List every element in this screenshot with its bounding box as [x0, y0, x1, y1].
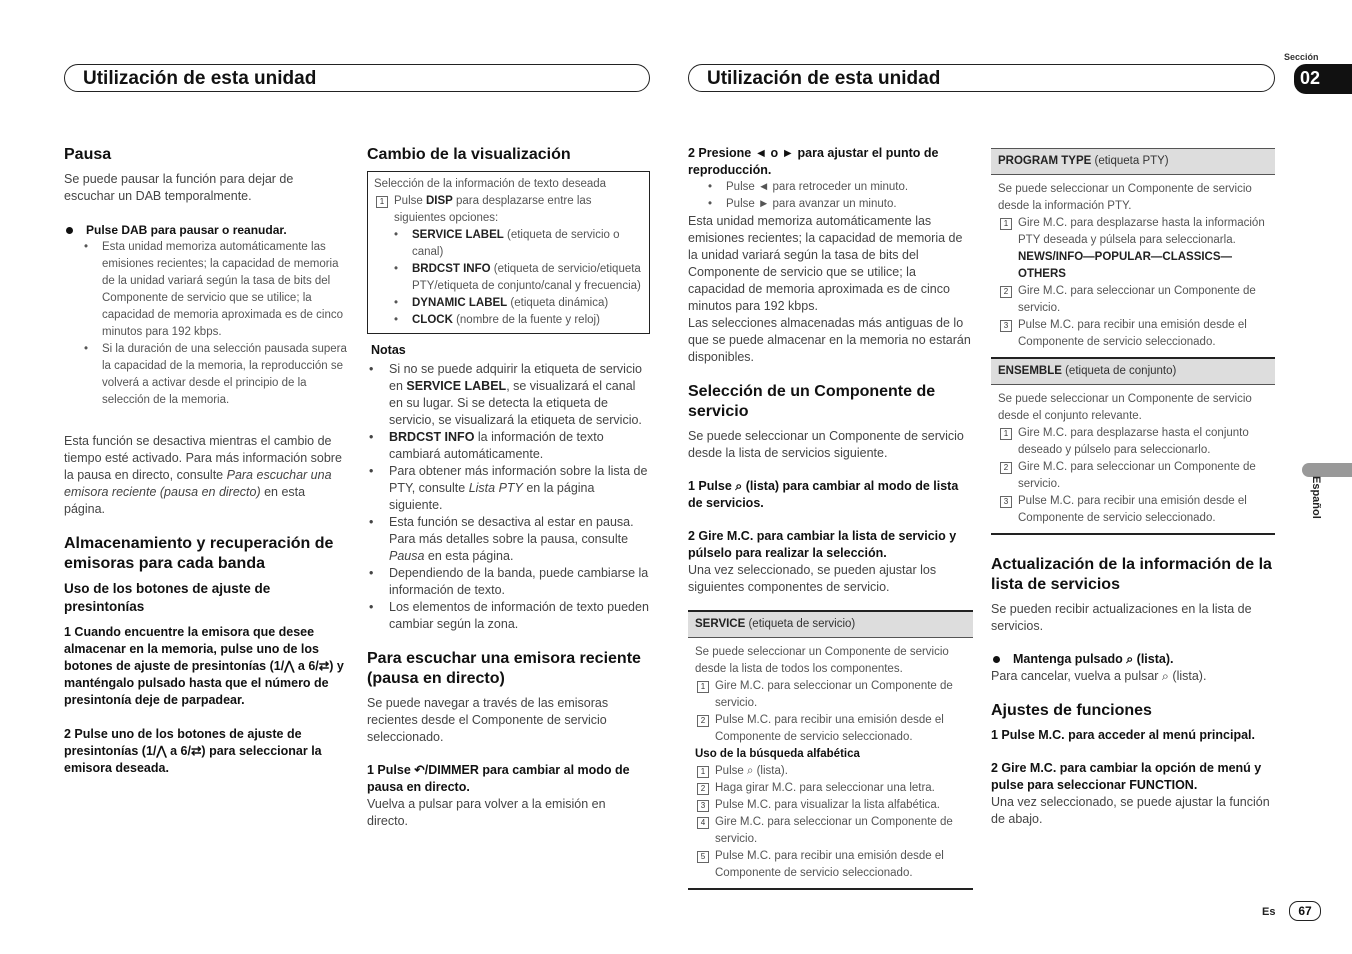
ensemble-row-3-text: Pulse M.C. para recibir una emisión desde el Componente de servicio seleccionado. [1018, 495, 1247, 524]
reproduccion-step-2: 2 Presione ◄ o ► para ajustar el punto de reproducción. [688, 146, 939, 177]
pausa-note [64, 433, 347, 518]
nota-1-b: SERVICE LABEL [406, 379, 507, 393]
escuchar-step: 1 Pulse ↶/DIMMER para cambiar al modo de pausa en directo. [367, 763, 630, 794]
pty-header-label: PROGRAM TYPE [998, 155, 1092, 167]
nota-3-link[interactable]: Lista PTY [468, 481, 523, 495]
ensemble-header-label: ENSEMBLE [998, 365, 1062, 377]
ajustes-step-1: 1 Pulse M.C. para acceder al menú principal. [991, 728, 1255, 742]
nota-2-a: BRDCST INFO [389, 430, 475, 444]
nota-1-a: Si no se puede adquirir la etiqueta de servicio en [389, 362, 642, 393]
step-number-icon: 4 [697, 817, 709, 829]
nota-2-b: la información de texto cambiará automáticamente. [389, 430, 604, 461]
pty-table-body [991, 175, 1275, 357]
nota-3 [367, 463, 650, 514]
step-number-icon: 2 [1000, 286, 1012, 298]
seleccion-step-1: 1 Pulse ⌕ (lista) para cambiar al modo de lista de servicios. [688, 479, 959, 510]
alpha-row-2 [695, 780, 966, 797]
pausa-sub-2: • Si la duración de una selección pausada supera la capacidad de la memoria, la reproducción se volverá a activar desde el principio de la selección de la memoria. [64, 341, 347, 409]
escuchar-after: Vuelva a pulsar para volver a la emisión en directo. [367, 797, 606, 828]
footer-lang: Es [1262, 906, 1276, 918]
service-table [688, 610, 973, 890]
box-intro: Selección de la información de texto deseada [374, 178, 607, 190]
alpha-row-4 [695, 814, 966, 848]
column-2 [367, 145, 650, 830]
step-number-icon: 2 [697, 783, 709, 795]
preset-step-1: 1 Cuando encuentre la emisora que desee almacenar en la memoria, pulse uno de los botones de ajuste de presintonías (1/⋀ a 6/⇄) y manténgalo pulsado hasta que el número de presintonía deje de parpadear. [64, 625, 344, 707]
ensemble-row-2-text: Gire M.C. para seleccionar un Componente de servicio. [1018, 461, 1256, 490]
alpha-row-5 [695, 848, 966, 882]
language-side-label: Español [1310, 476, 1322, 519]
notas-heading: Notas [371, 343, 406, 357]
pty-row-2-text: Gire M.C. para seleccionar un Componente de servicio. [1018, 285, 1256, 314]
step-number-icon: 1 [376, 196, 388, 208]
pausa-intro: Se puede pausar la función para dejar de escuchar un DAB temporalmente. [64, 172, 294, 203]
ensemble-header-text: (etiqueta de conjunto) [1061, 365, 1177, 377]
pty-row-3 [998, 317, 1268, 351]
seleccion-after: Una vez seleccionado, se pueden ajustar los siguientes componentes de servicio. [688, 563, 937, 594]
ensemble-row-1-text: Gire M.C. para desplazarse hasta el conjunto deseado y púlselo para seleccionarlo. [1018, 427, 1249, 456]
service-header-label: SERVICE [695, 618, 746, 630]
service-table-body [688, 638, 973, 888]
right-header-title: Utilización de esta unidad [707, 68, 941, 89]
actualizacion-after: Para cancelar, vuelva a pulsar ⌕ (lista). [991, 669, 1207, 683]
ajustes-after: Una vez seleccionado, se puede ajustar la función de abajo. [991, 795, 1270, 826]
box-step [374, 193, 643, 227]
service-row-1 [695, 678, 966, 712]
alpha-row-1-text: Pulse ⌕ (lista). [715, 765, 788, 777]
pausa-bullet [64, 222, 347, 239]
right-header-bar [688, 64, 1275, 92]
pty-row-1-text: Gire M.C. para desplazarse hasta la información PTY deseada y púlsela para seleccionarla. [1018, 217, 1265, 246]
box-item-4-text: (nombre de la fuente y reloj) [452, 314, 600, 326]
actualizacion-bullet [991, 651, 1275, 668]
box-item-2-text: (etiqueta de servicio/etiqueta PTY/etiqueta de conjunto/canal y frecuencia) [412, 263, 641, 292]
actualizacion-bullet-text: Mantenga pulsado ⌕ (lista). [1013, 652, 1174, 666]
box-item-1-text: (etiqueta de servicio o canal) [412, 229, 620, 258]
left-header-title: Utilización de esta unidad [83, 68, 317, 89]
language-side-tab [1302, 463, 1352, 477]
service-intro: Se puede seleccionar un Componente de servicio desde la lista de todos los componentes. [695, 646, 949, 675]
pty-intro: Se puede seleccionar un Componente de servicio desde la información PTY. [998, 183, 1252, 212]
section-number-tab [1294, 64, 1352, 94]
nota-4-c: en esta página. [424, 549, 514, 563]
service-header-text: (etiqueta de servicio) [745, 618, 856, 630]
alpha-heading: Uso de la búsqueda alfabética [695, 748, 860, 760]
column-1 [64, 145, 347, 777]
pty-table [991, 148, 1275, 535]
pty-row-3-text: Pulse M.C. para recibir una emisión desde el Componente de servicio seleccionado. [1018, 319, 1247, 348]
left-header-bar [64, 64, 650, 92]
box-item-4 [374, 312, 643, 329]
alpha-row-2-text: Haga girar M.C. para seleccionar una letra. [715, 782, 935, 794]
column-4 [991, 148, 1275, 828]
ajustes-heading: Ajustes de funciones [991, 702, 1152, 719]
preset-step-2: 2 Pulse uno de los botones de ajuste de presintonías (1/⋀ a 6/⇄) para seleccionar la emisora deseada. [64, 727, 322, 775]
seleccion-step-2: 2 Gire M.C. para cambiar la lista de servicio y púlselo para realizar la selección. [688, 529, 957, 560]
ensemble-table-body [991, 385, 1275, 533]
ensemble-row-2 [998, 459, 1268, 493]
memoria-paragraph-1: Esta unidad memoriza automáticamente las emisiones recientes; la capacidad de memoria de la unidad variará según la tasa de bits del Componente de servicio que se utilice; la capacidad de memoria aproximada es de cinco minutos para 192 kbps. [688, 214, 963, 313]
uso-heading: Uso de los botones de ajuste de presintonías [64, 581, 271, 614]
alpha-row-5-text: Pulse M.C. para recibir una emisión desde el Componente de servicio seleccionado. [715, 850, 944, 879]
box-step-b: para desplazarse entre las siguientes opciones: [394, 195, 592, 224]
pausa-bullet-text: Pulse DAB para pausar o reanudar. [86, 223, 287, 237]
step-number-icon: 3 [1000, 496, 1012, 508]
service-table-header [688, 612, 973, 638]
box-item-3-label: DYNAMIC LABEL [412, 297, 508, 309]
box-item-3 [374, 295, 643, 312]
avanzar-bullet: • Pulse ► para avanzar un minuto. [688, 196, 973, 213]
pty-row-2 [998, 283, 1268, 317]
ensemble-table-header [991, 357, 1275, 385]
box-item-1-label: SERVICE LABEL [412, 229, 504, 241]
nota-3-c: en la página siguiente. [389, 481, 595, 512]
step-number-icon: 5 [697, 851, 709, 863]
seleccion-heading: Selección de un Componente de servicio [688, 383, 936, 420]
page-number-badge [1289, 901, 1321, 921]
pausa-note-b: en esta página. [64, 485, 306, 516]
seleccion-intro: Se puede seleccionar un Componente de servicio desde la lista de servicios siguiente. [688, 429, 964, 460]
step-number-icon: 2 [697, 715, 709, 727]
escuchar-heading: Para escuchar una emisora reciente (pausa en directo) [367, 650, 641, 687]
step-number-icon: 1 [697, 766, 709, 778]
box-item-3-text: (etiqueta dinámica) [507, 297, 609, 309]
service-row-1-text: Gire M.C. para seleccionar un Componente de servicio. [715, 680, 953, 709]
service-row-2 [695, 712, 966, 746]
box-item-2 [374, 261, 643, 295]
nota-3-a: Para obtener más información sobre la lista de PTY, consulte [389, 464, 648, 495]
section-number: 02 [1300, 68, 1321, 88]
section-label: Sección [1284, 52, 1319, 62]
retroceder-bullet: • Pulse ◄ para retroceder un minuto. [688, 179, 973, 196]
step-number-icon: 1 [1000, 428, 1012, 440]
nota-4-link[interactable]: Pausa [389, 549, 425, 563]
step-number-icon: 2 [1000, 462, 1012, 474]
nota-1 [367, 361, 650, 429]
pty-row-1 [998, 215, 1268, 283]
alpha-row-1 [695, 763, 966, 780]
pausa-sub-1: • Esta unidad memoriza automáticamente las emisiones recientes; la capacidad de memoria de la unidad variará según la tasa de bits del Componente de servicio que se utilice; la capacidad de memoria aproximada es de cinco minutos para 192 kbps. [64, 239, 347, 341]
nota-2 [367, 429, 650, 463]
alpha-row-4-text: Gire M.C. para seleccionar un Componente de servicio. [715, 816, 953, 845]
step-number-icon: 3 [697, 800, 709, 812]
actualizacion-intro: Se pueden recibir actualizaciones en la lista de servicios. [991, 602, 1252, 633]
disp-button-label: DISP [425, 195, 453, 207]
nota-6: • Los elementos de información de texto pueden cambiar según la zona. [367, 599, 650, 633]
service-row-2-text: Pulse M.C. para recibir una emisión desde el Componente de servicio seleccionado. [715, 714, 944, 743]
box-item-4-label: CLOCK [412, 314, 453, 326]
ajustes-step-2: 2 Gire M.C. para cambiar la opción de menú y pulse para seleccionar FUNCTION. [991, 761, 1262, 792]
step-number-icon: 1 [1000, 218, 1012, 230]
nota-4-a: Esta función se desactiva al estar en pausa. Para más detalles sobre la pausa, consulte [389, 515, 634, 546]
pty-table-header [991, 149, 1275, 175]
actualizacion-heading: Actualización de la información de la lista de servicios [991, 556, 1272, 593]
pausa-note-a: Esta función se desactiva mientras el cambio de tiempo esté activado. Para más información sobre la pausa en directo, consulte [64, 434, 342, 482]
page-number: 67 [1298, 904, 1312, 918]
memoria-paragraph-2: Las selecciones almacenadas más antiguas de lo que se puede almacenar en la memoria no estarán disponibles. [688, 316, 971, 364]
step-number-icon: 1 [697, 681, 709, 693]
nota-5: • Dependiendo de la banda, puede cambiarse la información de texto. [367, 565, 650, 599]
step-number-icon: 3 [1000, 320, 1012, 332]
ensemble-row-3 [998, 493, 1268, 527]
column-3 [688, 145, 973, 890]
pausa-heading: Pausa [64, 146, 112, 163]
escuchar-intro: Se puede navegar a través de las emisoras recientes desde el Componente de servicio seleccionado. [367, 696, 609, 744]
ensemble-row-1 [998, 425, 1268, 459]
nota-4 [367, 514, 650, 565]
pausa-note-link[interactable]: Para escuchar una emisora reciente (pausa en directo) [64, 468, 332, 499]
cambio-heading: Cambio de la visualización [367, 146, 571, 163]
alpha-row-3-text: Pulse M.C. para visualizar la lista alfabética. [715, 799, 940, 811]
display-options-box [367, 171, 650, 334]
box-item-2-label: BRDCST INFO [412, 263, 491, 275]
almacenamiento-heading: Almacenamiento y recuperación de emisoras para cada banda [64, 535, 334, 572]
nota-1-c: , se visualizará el canal en su lugar. Si se detecta la etiqueta de servicio, se visualizará la etiqueta de servicio. [389, 379, 642, 427]
pty-options: NEWS/INFO—POPULAR—CLASSICS—OTHERS [1018, 251, 1233, 280]
box-step-a: Pulse [394, 195, 426, 207]
ensemble-intro: Se puede seleccionar un Componente de servicio desde el conjunto relevante. [998, 393, 1252, 422]
box-item-1 [374, 227, 643, 261]
alpha-row-3 [695, 797, 966, 814]
pty-header-text: (etiqueta PTY) [1091, 155, 1169, 167]
